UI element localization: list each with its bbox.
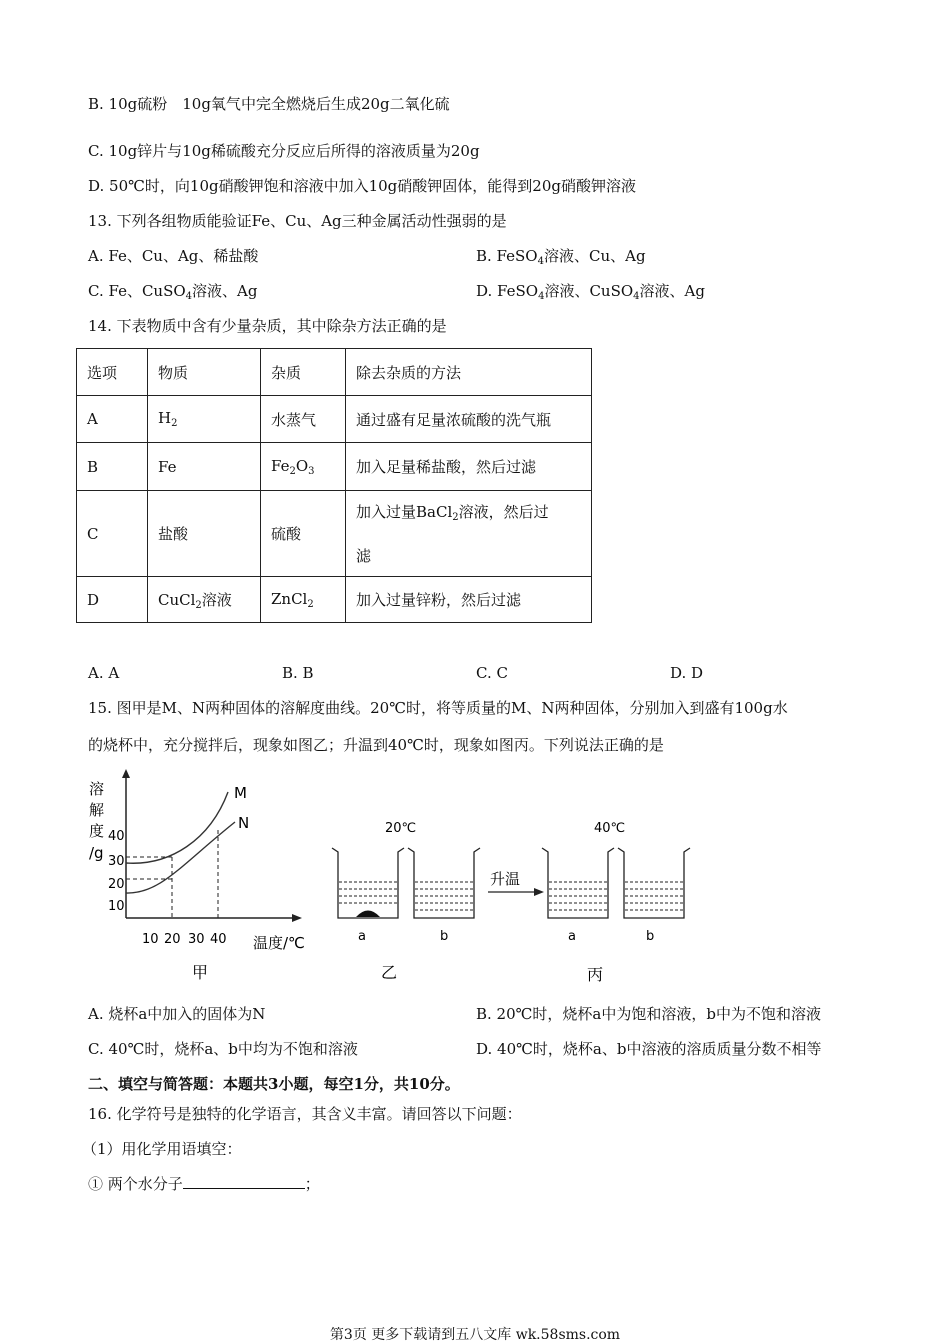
table-row bbox=[77, 577, 592, 623]
y-tick-10: 10 bbox=[108, 899, 125, 914]
y-axis-arrow-icon bbox=[122, 769, 130, 778]
beaker-a-label-20: a bbox=[358, 929, 366, 944]
q15-stem-line2: 的烧杯中，充分搅拌后，现象如图乙；升温到40℃时，现象如图丙。下列说法正确的是 bbox=[88, 736, 664, 754]
header-substance: 物质 bbox=[148, 349, 261, 396]
x-tick-40: 40 bbox=[210, 932, 227, 947]
x-tick-10: 10 bbox=[142, 932, 159, 947]
y-title-2: 解 bbox=[89, 801, 105, 819]
header-option: 选项 bbox=[77, 349, 148, 396]
impurity-table bbox=[76, 348, 592, 623]
section-2-heading: 二、填空与简答题：本题共3小题，每空1分，共10分。 bbox=[88, 1075, 460, 1093]
q15-option-b: B. 20℃时，烧杯a中为饱和溶液，b中为不饱和溶液 bbox=[476, 1005, 821, 1023]
row-b-impurity: $Fe_2O_3$ bbox=[261, 443, 346, 491]
y-title-3: 度 bbox=[89, 822, 105, 840]
q14-option-b: B. B bbox=[282, 664, 314, 682]
row-c-substance: 盐酸 bbox=[148, 491, 261, 577]
solubility-figure bbox=[80, 768, 720, 990]
q12-option-d: D. 50℃时，向10g硝酸钾饱和溶液中加入10g硝酸钾固体，能得到20g硝酸钾溶液 bbox=[88, 177, 636, 195]
table-header-row bbox=[77, 349, 592, 396]
x-tick-20: 20 bbox=[164, 932, 181, 947]
beaker-a-20 bbox=[332, 848, 404, 918]
row-d-substance: CuCl$_2$溶液 bbox=[148, 577, 261, 623]
temp-20-label: 20℃ bbox=[385, 821, 417, 836]
curve-n-label: N bbox=[238, 814, 250, 832]
q14-option-d: D. D bbox=[670, 664, 704, 682]
q15-option-c: C. 40℃时，烧杯a、b中均为不饱和溶液 bbox=[88, 1040, 358, 1058]
row-b-substance: Fe bbox=[148, 443, 261, 491]
answer-blank[interactable] bbox=[183, 1174, 305, 1189]
figure-bing-label: 丙 bbox=[587, 965, 604, 984]
q12-option-c: C. 10g锌片与10g稀硫酸充分反应后所得的溶液质量为20g bbox=[88, 142, 480, 160]
beaker-b-20 bbox=[408, 848, 480, 918]
header-impurity: 杂质 bbox=[261, 349, 346, 396]
beaker-a-40 bbox=[542, 848, 614, 918]
row-a-method: 通过盛有足量浓硫酸的洗气瓶 bbox=[346, 396, 592, 443]
row-d-method: 加入过量锌粉，然后过滤 bbox=[346, 577, 592, 623]
heating-arrow-icon bbox=[534, 888, 544, 896]
x-title: 温度/℃ bbox=[253, 934, 305, 952]
row-c-option: C bbox=[77, 491, 148, 577]
q16-stem: 16. 化学符号是独特的化学语言，其含义丰富。请回答以下问题： bbox=[88, 1105, 522, 1123]
x-axis-arrow-icon bbox=[292, 914, 302, 922]
page-footer: 第3页 更多下载请到五八文库 wk.58sms.com bbox=[329, 1327, 621, 1343]
figure-yi bbox=[332, 821, 480, 982]
row-a-impurity: 水蒸气 bbox=[261, 396, 346, 443]
q13-option-a: A. Fe、Cu、Ag、稀盐酸 bbox=[88, 247, 259, 265]
figure-jia-label: 甲 bbox=[192, 963, 209, 982]
beaker-b-label-40: b bbox=[646, 929, 655, 944]
curve-m bbox=[126, 792, 228, 863]
y-tick-20: 20 bbox=[108, 877, 125, 892]
q13-option-d: D. FeSO$_4$溶液、CuSO$_4$溶液、Ag bbox=[476, 282, 705, 302]
table-row bbox=[77, 491, 592, 577]
q16-part-1: （1）用化学用语填空： bbox=[82, 1140, 242, 1158]
q15-option-d: D. 40℃时，烧杯a、b中溶液的溶质质量分数不相等 bbox=[476, 1040, 822, 1058]
y-title-1: 溶 bbox=[89, 780, 105, 798]
figure-bing bbox=[542, 821, 690, 984]
q13-option-c: C. Fe、CuSO$_4$溶液、Ag bbox=[88, 282, 258, 302]
heating-label: 升温 bbox=[490, 870, 521, 888]
q13-option-b: B. FeSO$_4$溶液、Cu、Ag bbox=[476, 247, 646, 267]
q15-option-a: A. 烧杯a中加入的固体为N bbox=[88, 1005, 266, 1023]
q12-option-b: B. 10g硫粉 10g氧气中完全燃烧后生成20g二氧化硫 bbox=[88, 95, 450, 113]
row-c-impurity: 硫酸 bbox=[261, 491, 346, 577]
temp-40-label: 40℃ bbox=[594, 821, 626, 836]
q14-option-c: C. C bbox=[476, 664, 508, 682]
row-a-substance: $H_2$ bbox=[148, 396, 261, 443]
row-d-option: D bbox=[77, 577, 148, 623]
q14-stem: 14. 下表物质中含有少量杂质，其中除杂方法正确的是 bbox=[88, 317, 447, 335]
curve-m-label: M bbox=[234, 784, 247, 802]
beaker-b-label-20: b bbox=[440, 929, 449, 944]
row-b-option: B bbox=[77, 443, 148, 491]
beaker-a-label-40: a bbox=[568, 929, 576, 944]
table-row bbox=[77, 443, 592, 491]
q14-option-a: A. A bbox=[88, 664, 120, 682]
y-tick-30: 30 bbox=[108, 854, 125, 869]
row-d-impurity: ZnCl$_2$ bbox=[261, 577, 346, 623]
y-tick-40: 40 bbox=[108, 829, 125, 844]
row-c-method: 加入过量BaCl$_2$溶液，然后过 滤 bbox=[346, 491, 592, 577]
curve-n bbox=[126, 822, 235, 893]
row-b-method: 加入足量稀盐酸，然后过滤 bbox=[346, 443, 592, 491]
x-tick-30: 30 bbox=[188, 932, 205, 947]
row-a-option: A bbox=[77, 396, 148, 443]
figure-yi-label: 乙 bbox=[381, 963, 398, 982]
solubility-graph bbox=[89, 769, 305, 982]
q16-item-1: ① 两个水分子 ； bbox=[88, 1175, 320, 1193]
header-method: 除去杂质的方法 bbox=[346, 349, 592, 396]
table-row bbox=[77, 396, 592, 443]
q15-stem-line1: 15. 图甲是M、N两种固体的溶解度曲线。20℃时，将等质量的M、N两种固体，分别加入到盛有100g水 bbox=[88, 699, 788, 717]
q13-stem: 13. 下列各组物质能验证Fe、Cu、Ag三种金属活动性强弱的是 bbox=[88, 212, 507, 230]
beaker-b-40 bbox=[618, 848, 690, 918]
y-title-4: /g bbox=[89, 844, 104, 862]
